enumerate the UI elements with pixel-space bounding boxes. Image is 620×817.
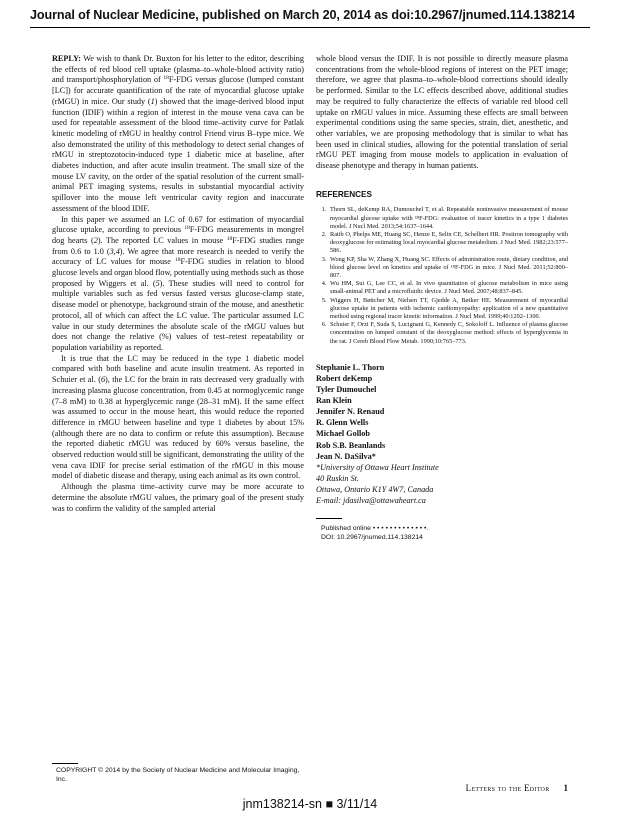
superscript: 18: [184, 225, 190, 232]
citation-link[interactable]: 1: [150, 96, 155, 106]
copyright-notice: COPYRIGHT © 2014 by the Society of Nuclear Medicine and Molecular Imaging, Inc.: [56, 767, 300, 783]
citation-link[interactable]: 6: [100, 375, 106, 385]
doi-link[interactable]: DOI: 10.2967/jnumed.114.138214: [321, 534, 423, 542]
text-run: ). We agree that more research is needed to verify the accuracy of LC values for mouse: [52, 246, 304, 267]
section-title: Letters to the Editor: [465, 783, 550, 793]
text-run: ). These studies will need to control for multiple variables such as fed versus fasted versus glucose-clamp state, disease model or phenotype, background strain of the mouse, and anesthetic protocol, all of which can affect the LC value. The particular assumed LC value in our study determines the absolute scale of the rMGU values but does not change the relative (%) values of test–retest repeatability or population variability as reported.: [52, 278, 305, 352]
citation-link[interactable]: 2: [93, 235, 98, 245]
text-run: In this paper we assumed an LC of 0.67 for estimation of myocardial glucose uptake, according to previous: [52, 214, 304, 235]
paragraph-reply: [52, 54, 304, 215]
reference-item[interactable]: 3. Wong KP, Sha W, Zhang X, Huang SC. Effects of administration route, dietary condition, and blood glucose level on kinetics and uptake of ¹⁸F-FDG in mice. J Nucl Med. 2011;52:800–807.: [328, 256, 568, 281]
text-run: F-FDG versus glucose (lumped constant [LC]) for accurate quantification of the rate of myocardial glucose uptake (rMGU) in mice. Our study (: [52, 75, 304, 106]
author-name: Robert deKemp: [316, 373, 373, 383]
text-run: F-FDG studies range from 0.6 to 1.0 (: [52, 235, 304, 256]
author-name: Tyler Dumouchel: [316, 385, 377, 395]
email-link[interactable]: E-mail: jdasilva@ottawaheart.ca: [316, 496, 426, 506]
reference-item[interactable]: 5. Wiggers H, Bøttcher M, Nielsen TT, Gjedde A, Bøtker HE. Measurement of myocardial glucose uptake in patients with ischemic cardiomyopathy: application of a new quantitative method using regional tracer kinetic information. J Nucl Med. 1999;40:1292–1300.: [328, 297, 568, 322]
text-run: It is true that the LC may be reduced in the type 1 diabetic model compared with both baseline and acute insulin treatment. As reported in Schuier et al. (: [52, 353, 304, 385]
header-rule: [30, 27, 590, 28]
reference-item[interactable]: 2. Ratib O, Phelps ME, Huang SC, Henze E, Selin CE, Schelbert HR. Positron tomography with deoxyglucose for estimating local myocardial glucose metabolism. J Nucl Med. 1982;23:577–586.: [328, 231, 568, 256]
affiliation-line: *University of Ottawa Heart Institute: [316, 462, 439, 472]
author-name: Jean N. DaSilva*: [316, 451, 376, 461]
references-list: [316, 206, 568, 345]
author-name: Michael Gollob: [316, 429, 370, 439]
text-run: F-FDG studies in relation to blood glucose levels and organ blood flow, potentially using methods such as those proposed by Wiggers et al. (: [52, 257, 304, 288]
affiliation-line: Ottawa, Ontario K1Y 4W7, Canada: [316, 484, 434, 494]
reference-item[interactable]: 1. Thorn SL, deKemp RA, Dumouchel T, et al. Repeatable noninvasive measurement of mouse myocardial glucose uptake with ¹⁸F-FDG: evaluation of tracer kinetics in a type 1 diabetes model. J Nucl Med. 2013;54:1637–1644.: [328, 206, 568, 231]
text-run: We wish to thank Dr. Buxton for his letter to the editor, describing the effects of red blood cell uptake (plasma–to–whole-blood activity ratio) and transport/phosphorylation of: [52, 54, 304, 85]
paragraph-diabetic-lc: [52, 354, 304, 482]
author-name: Ran Klein: [316, 396, 352, 406]
page-number: 1: [563, 783, 568, 793]
superscript: 18: [226, 235, 233, 242]
citation-link[interactable]: 3,4: [109, 246, 120, 256]
reference-item[interactable]: 6. Schuier F, Orzi F, Suda S, Lucignani G, Kennedy C, Sokoloff L. Influence of plasma glucose concentration on lumped constant of the deoxyglucose method: effects of hyperglycemia in the rat. J Cereb Blood Flow Metab. 1990;10:765–773.: [328, 321, 568, 346]
author-name: Stephanie L. Thorn: [316, 362, 385, 372]
affiliation-line: 40 Ruskin St.: [316, 473, 359, 483]
left-column: [52, 54, 304, 514]
manuscript-id: jnm138214-sn ■ 3/11/14: [242, 797, 378, 811]
reference-item[interactable]: 4. Wu HM, Sui G, Lee CC, et al. In vivo quantitation of glucose metabolism in mice using small-animal PET and a microfluidic device. J Nucl Med. 2007;48:837–845.: [328, 280, 568, 296]
text-run: ). The reported LC values in mouse: [97, 235, 227, 245]
journal-header: Journal of Nuclear Medicine, published on March 20, 2014 as doi:10.2967/jnumed.114.138214: [30, 8, 575, 22]
author-name: R. Glenn Wells: [316, 418, 369, 428]
published-online: Published online • • • • • • • • • • • • •.: [321, 525, 429, 533]
text-run: ), the LC for the brain in rats decreased very gradually with increasing plasma glucose concentration, from 0.45 at normoglycemic range (7–8 mM) to 0.38 at hyperglycemic range (28–31 mM). If the same effect was assumed to occur in the mouse heart, this would reduce the reported difference in rMGU between baseline and type 1 diabetes by about 15% (although there are no data to confirm or refute this assumption). Because the reported diabetic rMGU was reduced by 60% versus baseline, the observed reduction would still be significant, demonstrating the utility of the vena cava IDIF for precise serial estimation of the rMGU in this mouse model of diabetic disease and therapy, using each animal as its own control.: [52, 375, 304, 481]
text-run: F-FDG measurements in mongrel dog hearts (: [52, 225, 304, 245]
superscript: 18: [175, 257, 181, 264]
reply-lead: REPLY:: [52, 54, 81, 63]
publication-info: [321, 524, 568, 542]
citation-link[interactable]: 5: [155, 278, 160, 288]
superscript: 18: [163, 75, 169, 82]
paragraph-plasma-curve: Although the plasma time–activity curve may be more accurate to determine the absolute rMGU values, the primary goal of the present study was to confirm the validity of the sampled arterial: [52, 482, 304, 513]
author-name: Jennifer N. Renaud: [316, 407, 385, 417]
page-footer: [466, 783, 568, 793]
paragraph-lumped-constant: [52, 215, 304, 354]
copyright-rule: [52, 763, 78, 764]
publication-rule: [316, 518, 342, 519]
text-run: ) showed that the image-derived blood input function (IDIF) within a region of interest in the mouse vena cava can be used for repeatable assessment of the blood time–activity curve for Patlak kinetic modeling of rMGU in healthy control Friend virus B–type mice. We also demonstrated the utility of this methodology to detect serial changes of rMGU in streptozotocin-induced type 1 diabetic mice at baseline, after diabetes induction, and after acute insulin treatment. The small size of the mouse LV cavity, on the order of the spatial resolution of the current small-animal PET imaging systems, results in substantial myocardial activity spillover into the mouse left ventricular cavity region and inaccurate assessment of the blood IDIF.: [52, 96, 304, 213]
right-column: [316, 54, 568, 542]
references-heading: REFERENCES: [316, 189, 372, 199]
author-block: [316, 362, 568, 506]
author-name: Rob S.B. Beanlands: [316, 440, 386, 450]
paragraph-whole-blood: whole blood versus the IDIF. It is not possible to directly measure plasma concentrations from the whole-blood regions of interest on the PET image; therefore, we agree that plasma–to–whole-blood corrections should ideally be performed. Similar to the LC effects described above, additional studies may be required to fully characterize the effects of variable red blood cell uptake on rMGU values in mice. Assuming these effects are small between experimental conditions using the same species, strain, diet, anesthetic, and other variables, we are proposing methodology that is similar to what has been used in clinical studies, allowing for the potential translation of serial rMGU PET imaging from mouse models to application in evaluation of disease phenotype and therapy in human patients.: [316, 54, 568, 171]
